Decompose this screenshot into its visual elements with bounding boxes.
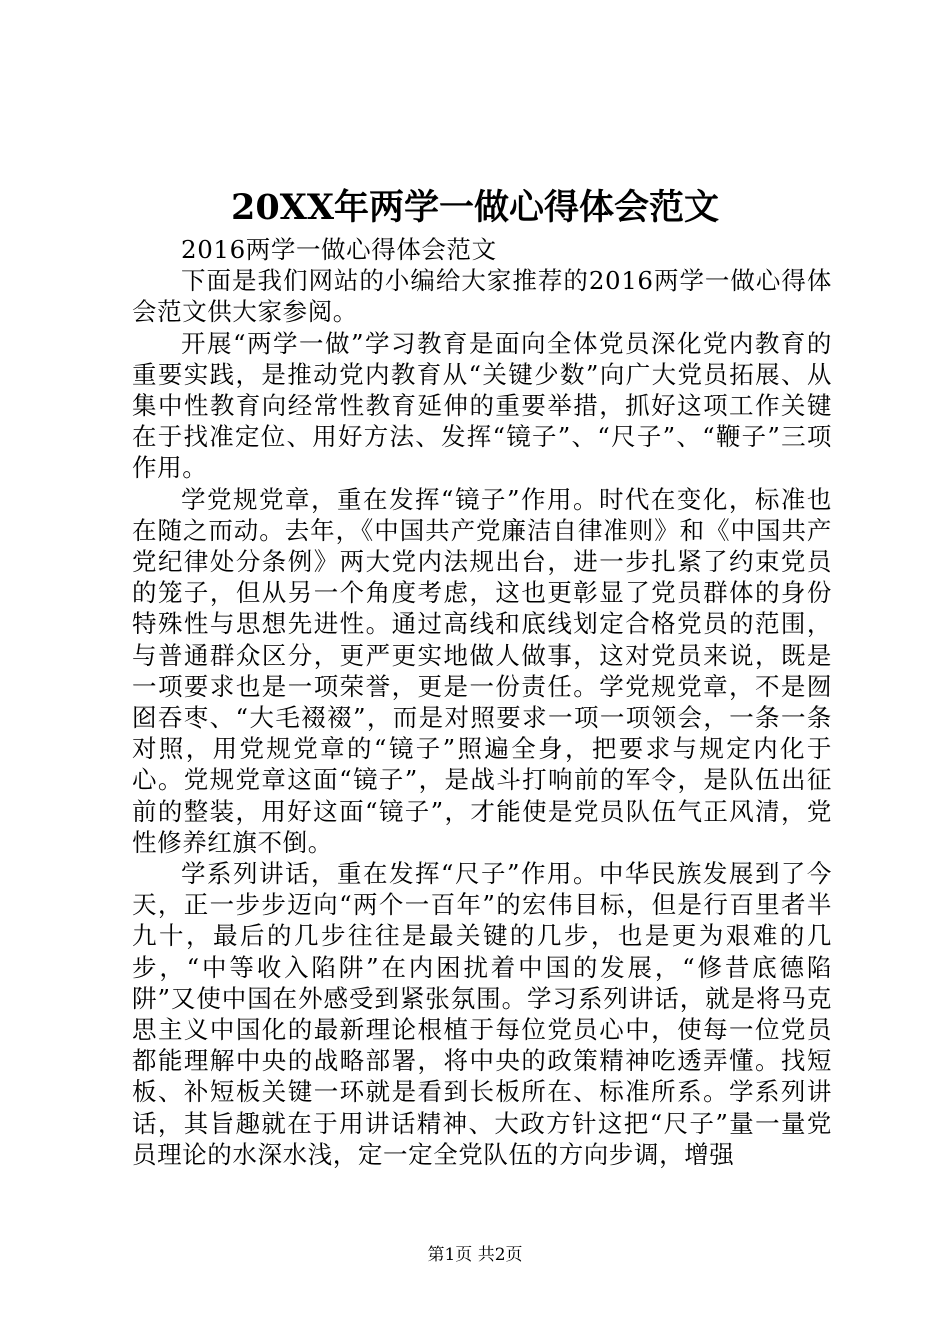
paragraph-series-speeches: 学系列讲话，重在发挥“尺子”作用。中华民族发展到了今天，正一步步迈向“两个一百年”的宏伟目标，但是行百里者半九十，最后的几步往往是最关键的几步，也是更为艰难的几步，“中等收入陷阱”在内困扰着中国的发展，“修昔底德陷阱”又使中国在外感受到紧张氛围。学习系列讲话，就是将马克思主义中国化的最新理论根植于每位党员心中，使每一位党员都能理解中央的战略部署，将中央的政策精神吃透弄懂。找短板、补短板关键一环就是看到长板所在、标准所系。学系列讲话，其旨趣就在于用讲话精神、大政方针这把“尺子”量一量党员理论的水深水浅，定一定全党队伍的方向步调，增强 (132, 859, 832, 1169)
paragraph-party-rules: 学党规党章，重在发挥“镜子”作用。时代在变化，标准也在随之而动。去年，《中国共产党廉洁自律准则》和《中国共产党纪律处分条例》两大党内法规出台，进一步扎紧了约束党员的笼子，但从另一个角度考虑，这也更彰显了党员群体的身份特殊性与思想先进性。通过高线和底线划定合格党员的范围，与普通群众区分，更严更实地做人做事，这对党员来说，既是一项要求也是一项荣誉，更是一份责任。学党规党章，不是囫囵吞枣、“大毛裰裰”，而是对照要求一项一项领会，一条一条对照，用党规党章的“镜子”照遍全身，把要求与规定内化于心。党规党章这面“镜子”，是战斗打响前的军令，是队伍出征前的整装，用好这面“镜子”，才能使是党员队伍气正风清，党性修养红旗不倒。 (132, 484, 832, 857)
paragraph-subtitle: 2016两学一做心得体会范文 (181, 235, 497, 264)
document-body (132, 234, 832, 1170)
page-footer: 第1页 共2页 (427, 1245, 523, 1265)
paragraph-intro: 下面是我们网站的小编给大家推荐的2016两学一做心得体会范文供大家参阅。 (132, 266, 832, 327)
document-title: 20XX年两学一做心得体会范文 (230, 187, 720, 228)
paragraph-overview: 开展“两学一做”学习教育是面向全体党员深化党内教育的重要实践，是推动党内教育从“关键少数”向广大党员拓展、从集中性教育向经常性教育延伸的重要举措，抓好这项工作关键在于找准定位、用好方法、发挥“镜子”、“尺子”、“鞭子”三项作用。 (132, 328, 832, 483)
